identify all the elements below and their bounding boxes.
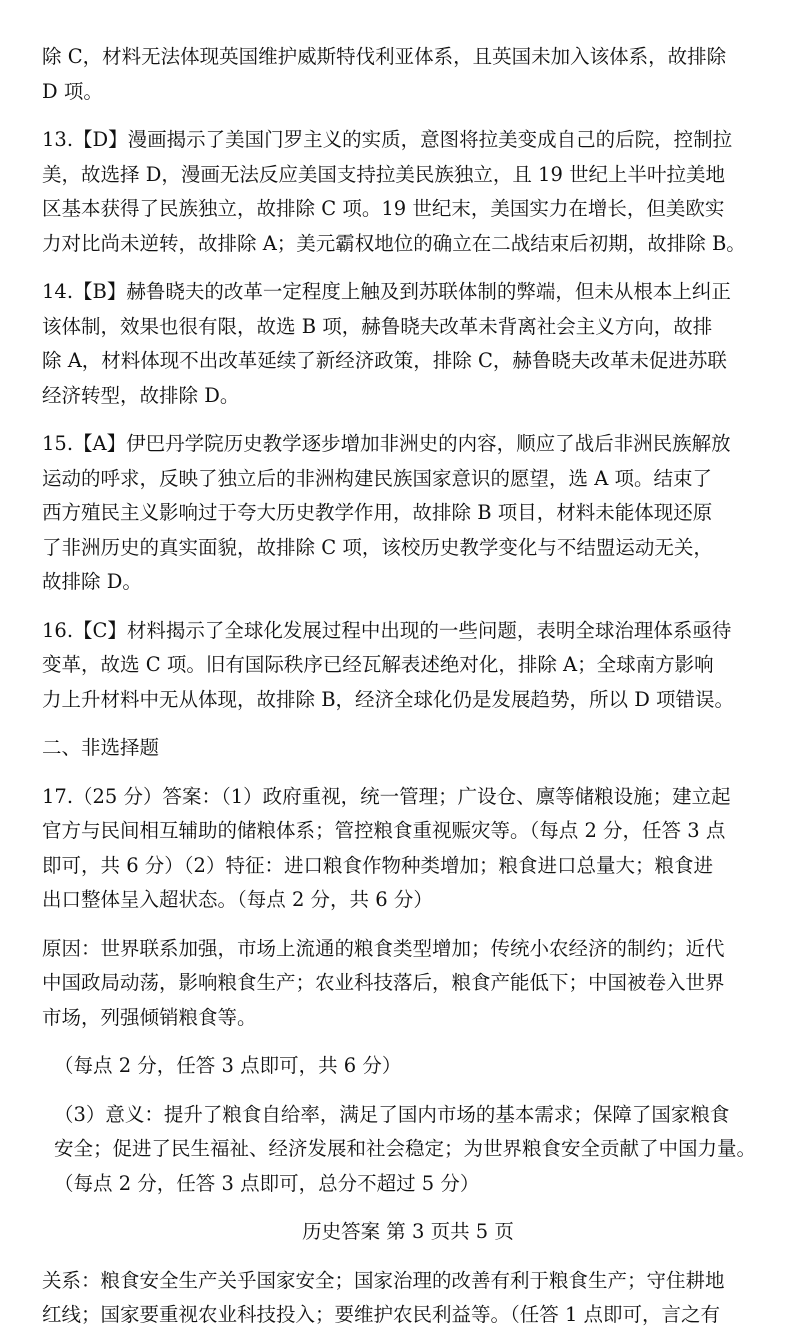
answer-16: [42, 614, 774, 718]
page-footer: 历史答案 第 3 页共 5 页: [302, 1220, 514, 1243]
section-heading: 二、非选择题: [42, 736, 160, 759]
answer-17-significance: [42, 1098, 774, 1202]
text-line: 即可，共 6 分）（2）特征：进口粮食作物种类增加；粮食进口总量大；粮食进: [42, 853, 713, 877]
answer-17-relation: [42, 1264, 774, 1333]
text-line: （3）意义：提升了粮食自给率，满足了国内市场的基本需求；保障了国家粮食: [54, 1102, 730, 1126]
text-line: 市场，列强倾销粮食等。: [42, 1005, 257, 1029]
text-line: 区基本获得了民族独立，故排除 C 项。19 世纪末，美国实力在增长，但美欧实: [42, 197, 725, 220]
text-line: 故排除 D。: [42, 570, 142, 593]
text-line: 16.【C】材料揭示了全球化发展过程中出现的一些问题，表明全球治理体系亟待: [42, 618, 732, 642]
text-line: 15.【A】伊巴丹学院历史教学逐步增加非洲史的内容，顺应了战后非洲民族解放: [42, 432, 731, 455]
text-line: 除 C，材料无法体现英国维护威斯特伐利亚体系，且英国未加入该体系，故排除: [42, 45, 727, 68]
text-line: 安全；促进了民生福祉、经济发展和社会稳定；为世界粮食安全贡献了中国力量。: [54, 1137, 757, 1160]
text-line: 官方与民间相互辅助的储粮体系；管控粮食重视赈灾等。（每点 2 分，任答 3 点: [42, 819, 726, 842]
answer-17-reasons: [42, 932, 774, 1036]
text-line: 西方殖民主义影响过于夸大历史教学作用，故排除 B 项目，材料未能体现还原: [42, 501, 713, 524]
text-line: 力对比尚未逆转，故排除 A；美元霸权地位的确立在二战结束后初期，故排除 B。: [42, 231, 746, 255]
text-line: 14.【B】赫鲁晓夫的改革一定程度上触及到苏联体制的弊端，但未从根本上纠正: [42, 280, 731, 303]
text-line: 出口整体呈入超状态。（每点 2 分，共 6 分）: [42, 888, 433, 911]
answer-15: [42, 427, 774, 600]
scoring-note: （每点 2 分，任答 3 点即可，共 6 分）: [54, 1054, 402, 1077]
text-line: 该体制，效果也很有限，故选 B 项，赫鲁晓夫改革未背离社会主义方向，故排: [42, 314, 713, 338]
text-line: 原因：世界联系加强，市场上流通的粮食类型增加；传统小农经济的制约；近代: [42, 936, 725, 960]
answer-13: [42, 123, 774, 261]
text-line: 关系：粮食安全生产关乎国家安全；国家治理的改善有利于粮食生产；守住耕地: [42, 1268, 725, 1292]
text-line: （每点 2 分，任答 3 点即可，总分不超过 5 分）: [54, 1171, 480, 1195]
text-line: 13.【D】漫画揭示了美国门罗主义的实质，意图将拉美变成自己的后院，控制拉: [42, 128, 733, 151]
text-line: 力上升材料中无从体现，故排除 B，经济全球化仍是发展趋势，所以 D 项错误。: [42, 687, 735, 711]
text-line: 了非洲历史的真实面貌，故排除 C 项，该校历史教学变化与不结盟运动无关，: [42, 535, 713, 559]
text-line: 17.（25 分）答案：（1）政府重视，统一管理；广设仓、廪等储粮设施；建立起: [42, 784, 731, 808]
text-line: 中国政局动荡，影响粮食生产；农业科技落后，粮食产能低下；中国被卷入世界: [42, 971, 725, 994]
text-line: 红线；国家要重视农业科技投入；要维护农民利益等。（任答 1 点即可，言之有: [42, 1303, 721, 1326]
paragraph-continuation: [42, 40, 774, 109]
answer-17: [42, 780, 774, 918]
text-line: 美，故选择 D，漫画无法反应美国支持拉美民族独立，且 19 世纪上半叶拉美地: [42, 162, 726, 186]
text-line: 经济转型，故排除 D。: [42, 383, 240, 407]
text-line: 运动的呼求，反映了独立后的非洲构建民族国家意识的愿望，选 A 项。结束了: [42, 466, 712, 490]
text-line: 变革，故选 C 项。旧有国际秩序已经瓦解表述绝对化，排除 A；全球南方影响: [42, 653, 714, 676]
answer-14: [42, 275, 774, 413]
text-line: D 项。: [42, 79, 103, 103]
text-line: 除 A，材料体现不出改革延续了新经济政策，排除 C，赫鲁晓夫改革未促进苏联: [42, 349, 727, 372]
